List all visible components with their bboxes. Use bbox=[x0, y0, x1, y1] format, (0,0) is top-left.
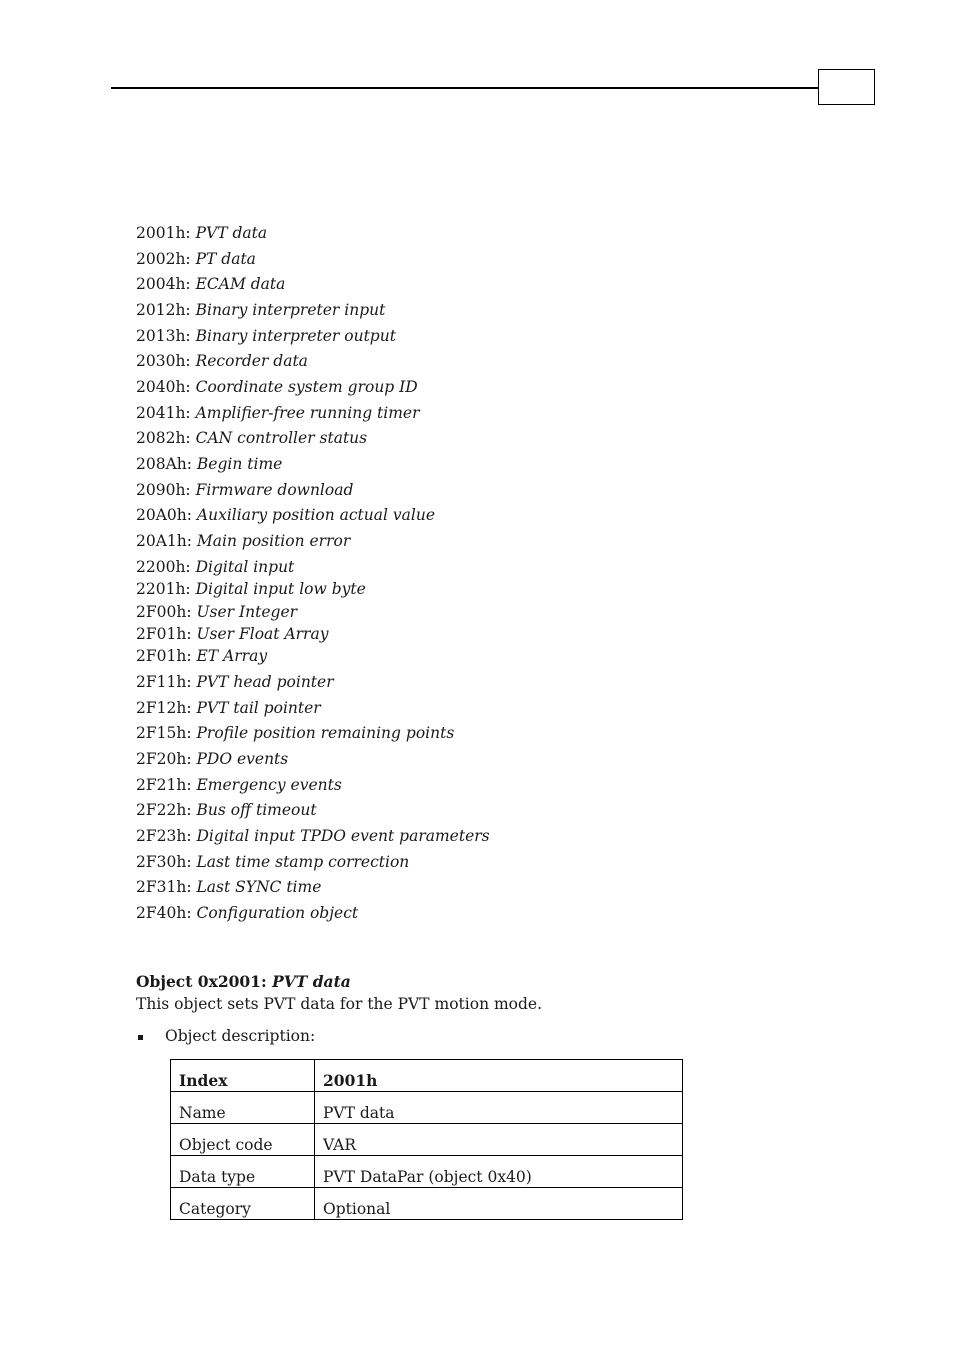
object-name: Digital input low byte bbox=[195, 580, 366, 598]
object-code: 2F01h: bbox=[136, 647, 192, 665]
object-description-text: This object sets PVT data for the PVT motion mode. bbox=[136, 995, 543, 1013]
list-item bbox=[136, 250, 256, 268]
object-code: 20A1h: bbox=[136, 532, 192, 550]
table-cell: VAR bbox=[315, 1124, 683, 1156]
table-row bbox=[171, 1124, 683, 1156]
object-name: CAN controller status bbox=[195, 429, 368, 447]
object-name: ECAM data bbox=[195, 275, 286, 293]
table-header-cell: 2001h bbox=[315, 1060, 683, 1092]
object-name: Coordinate system group ID bbox=[195, 378, 418, 396]
object-name: Bus off timeout bbox=[196, 801, 317, 819]
object-name: Digital input TPDO event parameters bbox=[196, 827, 490, 845]
table-cell: Name bbox=[171, 1092, 315, 1124]
object-name: Binary interpreter output bbox=[195, 327, 396, 345]
object-code: 2F22h: bbox=[136, 801, 192, 819]
object-code: 2040h: bbox=[136, 378, 191, 396]
object-code: 2F01h: bbox=[136, 625, 192, 643]
object-code: 2012h: bbox=[136, 301, 191, 319]
table-row bbox=[171, 1156, 683, 1188]
object-name: PVT head pointer bbox=[196, 673, 334, 691]
object-name: Auxiliary position actual value bbox=[196, 506, 436, 524]
list-item bbox=[136, 827, 490, 845]
list-item bbox=[136, 853, 409, 871]
object-code: 208Ah: bbox=[136, 455, 192, 473]
list-item bbox=[136, 506, 435, 524]
object-name: PVT data bbox=[195, 224, 268, 242]
list-item bbox=[136, 699, 321, 717]
table-cell: Object code bbox=[171, 1124, 315, 1156]
table-header-row bbox=[171, 1060, 683, 1092]
object-code: 2F23h: bbox=[136, 827, 192, 845]
list-item bbox=[136, 878, 321, 896]
object-code: 2090h: bbox=[136, 481, 191, 499]
object-heading-name: PVT data bbox=[272, 972, 351, 991]
object-code: 2F15h: bbox=[136, 724, 192, 742]
object-name: User Float Array bbox=[196, 625, 329, 643]
object-heading-prefix: Object 0x2001: bbox=[136, 972, 267, 991]
bullet-square-icon bbox=[138, 1035, 143, 1040]
object-heading bbox=[136, 972, 351, 991]
object-code: 2F21h: bbox=[136, 776, 192, 794]
table-row bbox=[171, 1188, 683, 1220]
object-name: Amplifier-free running timer bbox=[195, 404, 420, 422]
list-item bbox=[136, 224, 267, 242]
list-item bbox=[136, 481, 353, 499]
object-code: 2F30h: bbox=[136, 853, 192, 871]
list-item bbox=[136, 750, 288, 768]
object-name: User Integer bbox=[196, 603, 298, 621]
object-code: 2013h: bbox=[136, 327, 191, 345]
table-cell: Category bbox=[171, 1188, 315, 1220]
object-code: 2F11h: bbox=[136, 673, 192, 691]
object-code: 2F12h: bbox=[136, 699, 192, 717]
list-item bbox=[136, 455, 282, 473]
object-code: 2041h: bbox=[136, 404, 191, 422]
object-name: Emergency events bbox=[196, 776, 342, 794]
object-name: Firmware download bbox=[195, 481, 354, 499]
table-cell: Data type bbox=[171, 1156, 315, 1188]
list-item bbox=[136, 429, 367, 447]
object-name: PT data bbox=[195, 250, 256, 268]
table-row bbox=[171, 1092, 683, 1124]
object-name: Digital input bbox=[195, 558, 295, 576]
table-header-cell: Index bbox=[171, 1060, 315, 1092]
list-item bbox=[136, 532, 350, 550]
list-item bbox=[136, 647, 267, 665]
object-code: 2004h: bbox=[136, 275, 191, 293]
object-code: 2F31h: bbox=[136, 878, 192, 896]
object-name: PDO events bbox=[196, 750, 289, 768]
list-item bbox=[136, 904, 358, 922]
list-item bbox=[136, 724, 454, 742]
list-item bbox=[136, 352, 308, 370]
object-name: Binary interpreter input bbox=[195, 301, 386, 319]
list-item bbox=[136, 558, 294, 576]
object-code: 2001h: bbox=[136, 224, 191, 242]
list-item bbox=[136, 378, 418, 396]
object-code: 2030h: bbox=[136, 352, 191, 370]
list-item bbox=[136, 580, 366, 598]
header-rule bbox=[111, 87, 820, 89]
list-item bbox=[136, 801, 317, 819]
object-name: Last time stamp correction bbox=[196, 853, 410, 871]
object-code: 2201h: bbox=[136, 580, 191, 598]
object-name: Begin time bbox=[196, 455, 283, 473]
object-name: ET Array bbox=[196, 647, 268, 665]
object-name: Profile position remaining points bbox=[196, 724, 455, 742]
object-code: 2F40h: bbox=[136, 904, 192, 922]
list-item bbox=[136, 673, 334, 691]
object-description-table bbox=[170, 1059, 683, 1220]
table-cell: PVT DataPar (object 0x40) bbox=[315, 1156, 683, 1188]
list-item bbox=[136, 275, 285, 293]
object-code: 2002h: bbox=[136, 250, 191, 268]
object-name: Recorder data bbox=[195, 352, 308, 370]
list-item bbox=[136, 301, 385, 319]
object-code: 2082h: bbox=[136, 429, 191, 447]
object-name: PVT tail pointer bbox=[196, 699, 321, 717]
table-cell: PVT data bbox=[315, 1092, 683, 1124]
list-item bbox=[136, 404, 420, 422]
list-item bbox=[136, 327, 396, 345]
page-number-box bbox=[818, 69, 875, 105]
bullet-label: Object description: bbox=[165, 1027, 316, 1045]
list-item bbox=[136, 603, 297, 621]
object-name: Main position error bbox=[196, 532, 351, 550]
object-code: 2F20h: bbox=[136, 750, 192, 768]
list-item bbox=[136, 625, 328, 643]
object-code: 20A0h: bbox=[136, 506, 192, 524]
object-name: Last SYNC time bbox=[196, 878, 322, 896]
table-cell: Optional bbox=[315, 1188, 683, 1220]
list-item bbox=[136, 776, 342, 794]
object-code: 2200h: bbox=[136, 558, 191, 576]
object-name: Configuration object bbox=[196, 904, 359, 922]
object-code: 2F00h: bbox=[136, 603, 192, 621]
